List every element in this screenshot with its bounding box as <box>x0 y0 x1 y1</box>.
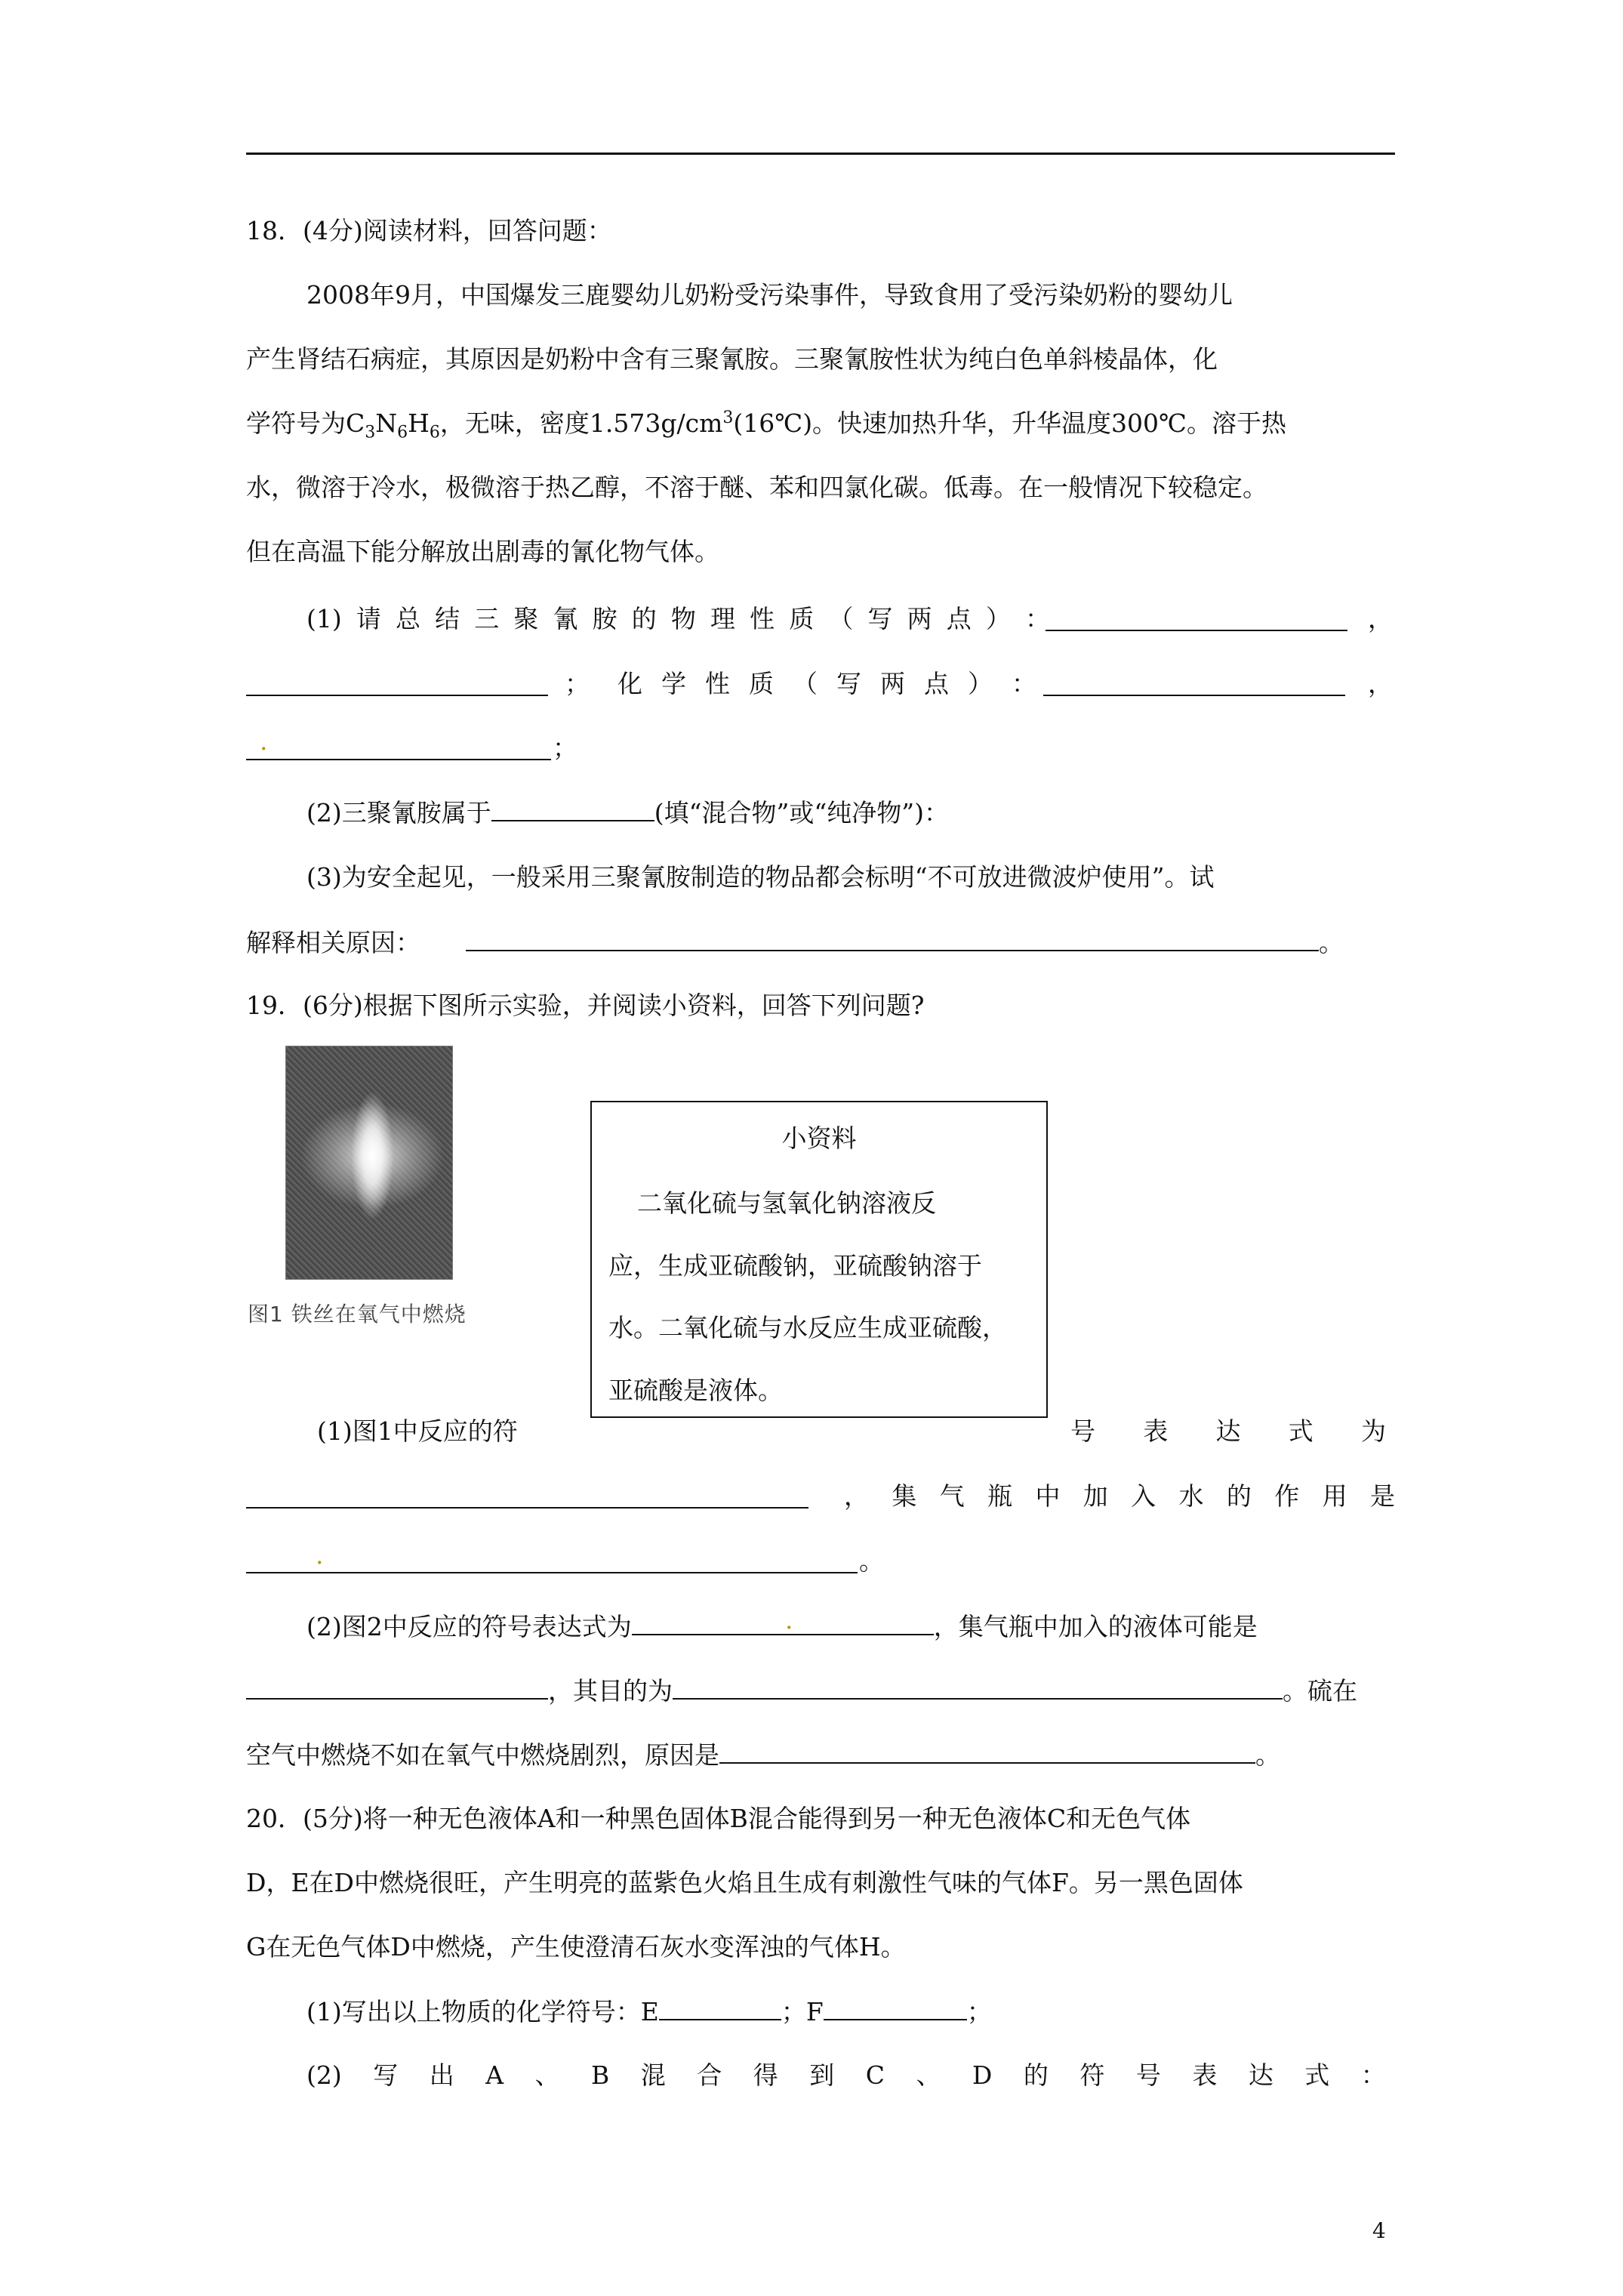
spaced-char: 点 <box>924 669 949 698</box>
q18-chemical-answer-1-blank[interactable] <box>1043 672 1345 696</box>
q19-water-purpose-prompt <box>844 1481 1395 1512</box>
spaced-char: 点 <box>946 604 972 633</box>
q18-paragraph-line-2: 产生肾结石病症，其原因是奶粉中含有三聚氰胺。三聚氰胺性状为纯白色单斜棱晶体，化 <box>246 344 1218 374</box>
spaced-char: 三 <box>474 604 500 633</box>
q19-sub1-prompt-end <box>1070 1416 1386 1447</box>
q18-sub1-semicolon: ； <box>565 669 590 698</box>
spaced-char: 号 <box>1070 1416 1095 1446</box>
spaced-char: 的 <box>1226 1481 1252 1511</box>
spaced-char: 为 <box>1361 1416 1386 1446</box>
spaced-char: 胺 <box>592 604 617 633</box>
spaced-char: B <box>591 2060 610 2090</box>
spaced-char: 、 <box>916 2060 941 2090</box>
spaced-char: 混 <box>640 2060 666 2090</box>
spaced-char: 用 <box>1322 1481 1347 1511</box>
page-number: 4 <box>1372 2218 1386 2243</box>
q18-physical-answer-1-blank[interactable] <box>1046 607 1347 631</box>
spaced-char: (2) <box>306 2060 342 2090</box>
spaced-char: 瓶 <box>987 1481 1013 1511</box>
spaced-char: 入 <box>1131 1481 1156 1511</box>
q19-purpose-blank[interactable] <box>673 1675 1283 1700</box>
q18-paragraph-line-4: 水，微溶于冷水，极微溶于热乙醇，不溶于醚、苯和四氯化碳。低毒。在一般情况下较稳定。 <box>246 473 1267 502</box>
spaced-char: 符 <box>1079 2060 1105 2090</box>
q18-sub1-comma-2: ， <box>1368 669 1393 698</box>
q18-paragraph-line-5: 但在高温下能分解放出剧毒的氰化物气体。 <box>246 537 719 566</box>
spaced-char: 写 <box>867 604 893 633</box>
info-box-title: 小资料 <box>781 1123 857 1153</box>
q18-substance-type-blank[interactable] <box>491 797 654 821</box>
q19-reason-blank[interactable] <box>719 1740 1255 1764</box>
spaced-char: 的 <box>1023 2060 1049 2090</box>
spaced-char: 得 <box>753 2060 778 2090</box>
spaced-char: 式 <box>1288 1416 1313 1446</box>
spaced-char: （ <box>793 669 818 698</box>
q18-chemical-prompt <box>617 669 1036 699</box>
stray-mark: . <box>316 1540 324 1570</box>
iron-wire-burning-photo <box>285 1046 453 1280</box>
spaced-char: C <box>865 2060 885 2090</box>
spaced-char: 、 <box>534 2060 560 2090</box>
q19-fig2-expression-blank[interactable] <box>632 1611 934 1635</box>
q19-water-purpose-blank[interactable] <box>246 1549 858 1573</box>
info-box <box>590 1101 1048 1418</box>
q18-sub1-prompt <box>306 604 1050 634</box>
spaced-char: 总 <box>396 604 420 633</box>
info-box-line-4: 亚硫酸是液体。 <box>608 1376 783 1405</box>
q18-sub1-comma: ， <box>1368 604 1393 633</box>
q19-header: 19．(6分)根据下图所示实验，并阅读小资料，回答下列问题? <box>246 991 925 1020</box>
q18-sub1-end: ； <box>553 733 577 763</box>
q19-fig1-expression-blank[interactable] <box>246 1484 808 1509</box>
spaced-char: 理 <box>710 604 735 633</box>
spaced-char: 质 <box>789 604 815 633</box>
spaced-char: 表 <box>1192 2060 1218 2090</box>
spaced-char: 作 <box>1274 1481 1300 1511</box>
spaced-char: 式 <box>1304 2060 1330 2090</box>
spaced-char: 是 <box>1369 1481 1395 1511</box>
q18-header: 18．(4分)阅读材料，回答问题： <box>246 216 612 245</box>
q20-sub2-prompt <box>306 2060 1386 2091</box>
spaced-char: 学 <box>661 669 686 698</box>
spaced-char: ： <box>1012 669 1036 698</box>
spaced-char: D <box>972 2060 993 2090</box>
spaced-char: 集 <box>892 1481 917 1511</box>
spaced-char: 气 <box>939 1481 965 1511</box>
spaced-char: 的 <box>631 604 657 633</box>
spaced-char: 达 <box>1248 2060 1273 2090</box>
spaced-char: 水 <box>1178 1481 1204 1511</box>
figure-1-caption: 图1 铁丝在氧气中燃烧 <box>248 1302 467 1327</box>
info-box-line-3: 水。二氧化硫与水反应生成亚硫酸， <box>608 1313 1007 1342</box>
q18-paragraph-line-3: 学符号为$C_3N_6H_6$，无味，密度$1.573g/cm^3(16℃)$。快速加热升华，升华温度300℃。溶于热 <box>246 408 1286 442</box>
spaced-char: 表 <box>1143 1416 1169 1446</box>
spaced-char: ： <box>1025 604 1050 633</box>
spaced-char: 两 <box>880 669 905 698</box>
q18-sub2-prompt: (2)三聚氰胺属于 (填“混合物”或“纯净物”)： <box>306 798 949 827</box>
stray-mark: . <box>785 1605 793 1635</box>
q19-sub1-end: 。 <box>859 1546 884 1576</box>
spaced-char: 请 <box>356 604 381 633</box>
spaced-char: （ <box>828 604 854 633</box>
q20-header: 20．(5分)将一种无色液体A和一种黑色固体B混合能得到另一种无色液体C和无色气体 <box>246 1804 1191 1833</box>
spaced-char: ） <box>968 669 993 698</box>
spaced-char: 性 <box>750 604 775 633</box>
q19-sub1-prompt-start: (1)图1中反应的符 <box>317 1416 518 1446</box>
spaced-char: 写 <box>836 669 861 698</box>
spaced-char: 号 <box>1135 2060 1161 2090</box>
spaced-char: 结 <box>435 604 460 633</box>
spaced-char: 聚 <box>513 604 539 633</box>
spaced-char: 物 <box>670 604 696 633</box>
q18-chemical-answer-2-blank[interactable] <box>246 736 551 760</box>
spaced-char: 质 <box>749 669 774 698</box>
info-box-line-1: 二氧化硫与氢氧化钠溶液反 <box>637 1188 936 1218</box>
q18-paragraph-line-1: 2008年9月，中国爆发三鹿婴幼儿奶粉受污染事件，导致食用了受污染奶粉的婴幼儿 <box>306 280 1233 310</box>
q20-paragraph-line-2: D，E在D中燃烧很旺，产生明亮的蓝紫色火焰且生成有刺激性气味的气体F。另一黑色固体 <box>246 1868 1243 1897</box>
spaced-char: 中 <box>1035 1481 1061 1511</box>
spaced-char: 氰 <box>553 604 578 633</box>
spaced-char: 写 <box>373 2060 399 2090</box>
q18-reason-blank[interactable] <box>466 927 1319 951</box>
q18-sub3-prompt: (3)为安全起见，一般采用三聚氰胺制造的物品都会标明“不可放进微波炉使用”。试 <box>306 862 1215 892</box>
q20-sub1-prompt: (1)写出以上物质的化学符号：E ；F ； <box>306 1997 992 2026</box>
header-rule <box>246 153 1395 155</box>
spaced-char: ： <box>1360 2060 1386 2090</box>
q19-sub2-line-3: 空气中燃烧不如在氧气中燃烧剧烈，原因是 。 <box>246 1740 1280 1770</box>
q20-paragraph-line-3: G在无色气体D中燃烧，产生使澄清石灰水变浑浊的气体H。 <box>246 1932 906 1962</box>
spaced-char: 两 <box>907 604 932 633</box>
spaced-char: 加 <box>1083 1481 1108 1511</box>
spaced-char: ） <box>985 604 1011 633</box>
q20-f-symbol-blank[interactable] <box>824 1996 967 2020</box>
q18-physical-answer-2-blank[interactable] <box>246 672 548 696</box>
spaced-char: 合 <box>697 2060 722 2090</box>
q19-sub2-line-2: ，其目的为 。硫在 <box>246 1675 1357 1706</box>
q18-sub3-answer-line: 解释相关原因： 。 <box>246 928 1344 957</box>
spaced-char: 性 <box>705 669 730 698</box>
q19-liquid-blank[interactable] <box>246 1675 548 1700</box>
spaced-char: 到 <box>809 2060 835 2090</box>
spaced-char: (1) <box>306 604 342 633</box>
q19-sub2-line-1: (2)图2中反应的符号表达式为 ，集气瓶中加入的液体可能是 <box>306 1612 1258 1641</box>
spaced-char: 出 <box>429 2060 454 2090</box>
spaced-char: A <box>485 2060 504 2090</box>
spaced-char: ， <box>844 1481 869 1511</box>
stray-mark: . <box>260 726 268 756</box>
info-box-line-2: 应，生成亚硫酸钠，亚硫酸钠溶于 <box>608 1251 982 1281</box>
spaced-char: 化 <box>617 669 642 698</box>
spaced-char: 达 <box>1215 1416 1241 1446</box>
q20-e-symbol-blank[interactable] <box>659 1996 781 2020</box>
